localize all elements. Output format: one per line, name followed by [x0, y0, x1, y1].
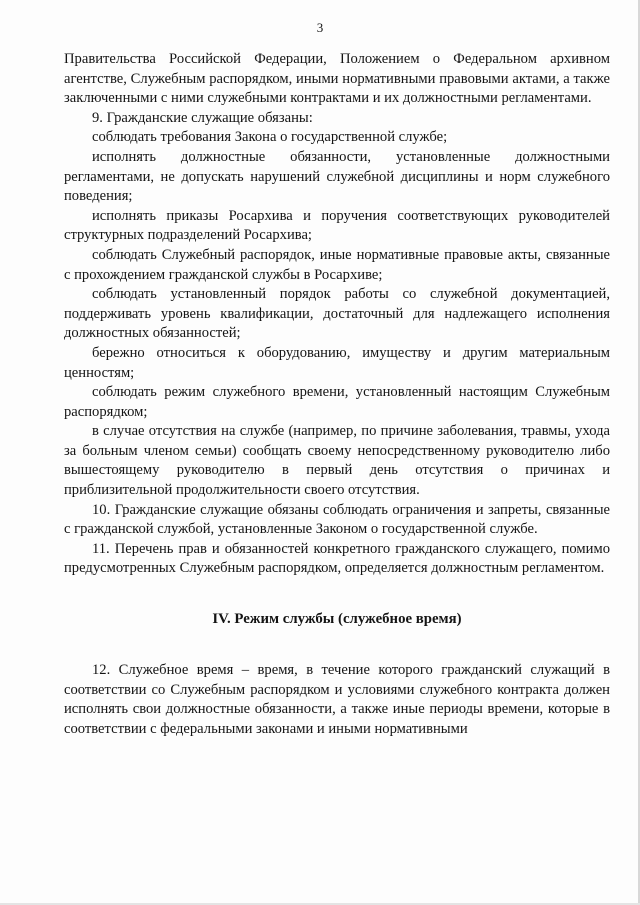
page-number: 3 [316, 20, 324, 35]
paragraph: Правительства Российской Федерации, Положением о Федеральном архивном агентстве, Служебным распорядком, иными нормативными правовыми актами, а также заключенными с ними служебными контрактами и их должностными регламентами. [64, 51, 610, 107]
paragraph: исполнять должностные обязанности, установленные должностными регламентами, не допускать нарушений служебной дисциплины и норм служебного поведения; [64, 148, 610, 205]
section-heading: IV. Режим службы (служебное время) [212, 611, 462, 628]
paragraph: исполнять приказы Росархива и поручения соответствующих руководителей структурных подразделений Росархива; [64, 207, 610, 244]
paragraph: в случае отсутствия на службе (например, по причине заболевания, травмы, ухода за больным членом семьи) сообщать своему непосредственному руководителю либо вышестоящему руководителю в первый день отсутствия о причинах и приблизительной продолжительности своего отсутствия. [64, 423, 610, 499]
paragraph: 12. Служебное время – время, в течение которого гражданский служащий в соответствии со Служебным распорядком и условиями служебного контракта должен исполнять свои должностные обязанности, а также иные периоды времени, которые в соответствии с федеральными законами и иными нормативными [64, 662, 610, 737]
paragraphs-after-heading [64, 661, 610, 739]
paragraph: соблюдать режим служебного времени, установленный настоящим Служебным распорядком; [64, 384, 610, 420]
paragraph: соблюдать Служебный распорядок, иные нормативные правовые акты, связанные с прохождением гражданской службы в Росархиве; [64, 246, 610, 283]
document-body [64, 50, 610, 739]
paragraph: бережно относиться к оборудованию, имуществу и другим материальным ценностям; [64, 344, 610, 381]
paragraph: 9. Гражданские служащие обязаны: [92, 109, 313, 126]
paragraph: 11. Перечень прав и обязанностей конкретного гражданского служащего, помимо предусмотренных Служебным распорядком, определяется должностным регламентом. [64, 540, 610, 577]
paragraph: 10. Гражданские служащие обязаны соблюдать ограничения и запреты, связанные с гражданской службой, установленные Законом о государственной службе. [64, 501, 610, 538]
paragraphs-before-heading [64, 50, 610, 579]
paragraph: соблюдать требования Закона о государственной службе; [92, 129, 448, 146]
paragraph: соблюдать установленный порядок работы со служебной документацией, поддерживать уровень квалификации, достаточный для надлежащего исполнения должностных обязанностей; [64, 286, 610, 342]
